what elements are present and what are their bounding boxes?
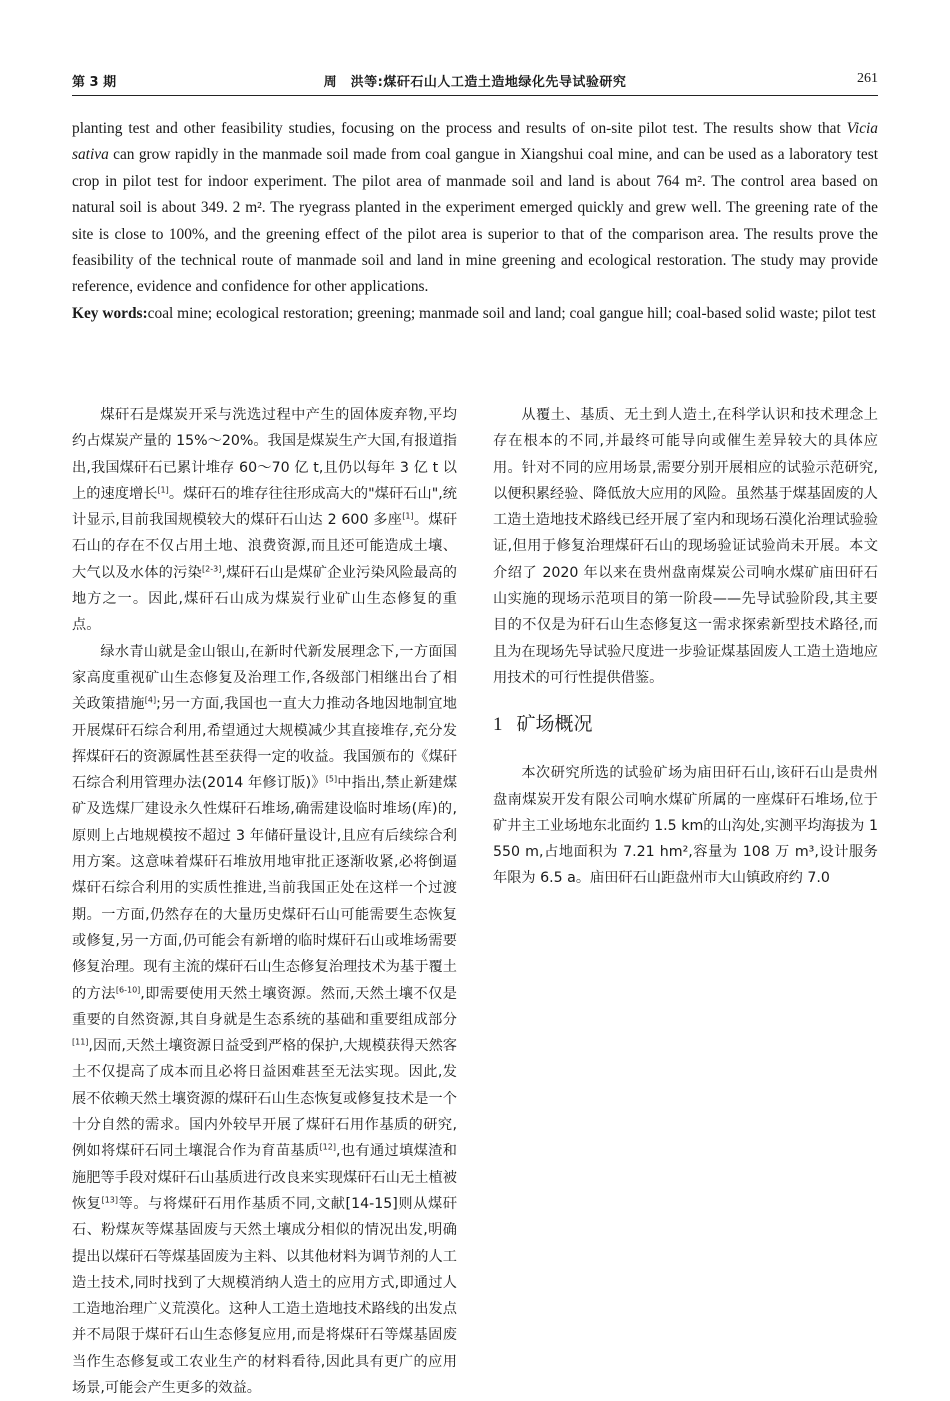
abstract-text — [72, 116, 878, 301]
citation: [6-10] — [115, 984, 141, 994]
citation: [12] — [319, 1142, 336, 1152]
citation: [1] — [402, 511, 414, 521]
intro-paragraph-3: 从覆土、基质、无土到人造土,在科学认识和技术理念上存在根本的不同,并最终可能导向或催生差异较大的具体应用。针对不同的应用场景,需要分别开展相应的试验示范研究,以便积累经验、降低放大应用的风险。虽然基于煤基固废的人工造土造地技术路线已经开展了室内和现场石漠化治理试验验证,但用于修复治理煤矸石山的现场验证试验尚未开展。本文介绍了 2020 年以来在贵州盘南煤炭公司响水煤矿庙田矸石山实施的现场示范项目的第一阶段——先导试验阶段,其主要目的不仅是为矸石山生态修复这一需求探索新型技术路径,而且为在现场先导试验尺度进一步验证煤基固废人工造土造地应用技术的可行性提供借鉴。 — [493, 407, 878, 686]
text: 煤矸石是煤炭开采与洗选过程中产生的固体废弃物,平均约占煤炭产量的 15%～20%。我国是煤炭生产大国,有报道指出,我国煤矸石已累计堆存 60～70 亿 t,且仍以每年 3 亿 t 以上的速度增长 — [72, 407, 457, 502]
intro-paragraph-1 — [72, 402, 457, 639]
intro-paragraph-2 — [72, 639, 457, 1401]
species-name: Vicia sativa — [72, 120, 878, 164]
page-number: 261 — [857, 71, 878, 86]
citation: [5] — [325, 774, 338, 784]
text: ;另一方面,我国也一直大力推动各地因地制宜地开展煤矸石综合利用,希望通过大规模减少其直接堆存,充分发挥煤矸石的资源属性甚至获得一定的收益。我国颁布的《煤矸石综合利用管理办法(2014 年修订版)》 — [72, 696, 457, 792]
citation: [4] — [144, 695, 157, 705]
citation: [13] — [101, 1195, 118, 1205]
citation: [1] — [157, 485, 169, 495]
text: 。煤矸石的堆存往往形成高大的"煤矸石山",统计显示,目前我国规模较大的煤矸石山达 2 600 多座 — [72, 485, 457, 529]
text: 。煤矸石山的存在不仅占用土地、浪费资源,而且还可能造成土壤、大气以及水体的污染 — [72, 512, 457, 581]
running-header — [72, 71, 878, 93]
text: ,因而,天然土壤资源日益受到严格的保护,大规模获得天然客土不仅提高了成本而且必将日益困难甚至无法实现。因此,发展不依赖天然土壤资源的煤矸石山生态恢复或修复技术是一个十分自然的需求。国内外较早开展了煤矸石用作基质的研究,例如将煤矸石同土壤混合作为育苗基质 — [72, 1038, 457, 1160]
header-rule — [72, 95, 878, 96]
text: ,即需要使用天然土壤资源。然而,天然土壤不仅是重要的自然资源,其自身就是生态系统的基础和重要组成部分 — [72, 985, 457, 1028]
keywords — [72, 301, 878, 327]
keywords-list: coal mine; ecological restoration; greening; manmade soil and land; coal gangue hill; coal-based solid waste; pilot test — [147, 304, 876, 322]
left-column — [72, 402, 457, 1401]
citation: [11] — [72, 1037, 89, 1047]
right-column — [493, 402, 878, 892]
issue-number: 第 3 期 — [72, 75, 117, 90]
citation: [2-3] — [202, 564, 222, 574]
text: ,煤矸石山是煤矿企业污染风险最高的地方之一。因此,煤矸石山成为煤炭行业矿山生态修复的重点。 — [72, 564, 457, 634]
keywords-label: Key words: — [72, 304, 148, 322]
abstract-part-2: can grow rapidly in the manmade soil made from coal gangue in Xiangshui coal mine, and can be used as a laboratory test crop in pilot test for indoor experiment. The pilot area of manmade soil and land is about 764 m². The control area based on natural soil is about 349. 2 m². The ryegrass planted in the experiment emerged quickly and grew well. The greening rate of the site is close to 100%, and the greening effect of the pilot area is superior to that of the comparison area. The results prove the feasibility of the technical route of manmade soil and land in mine greening and ecological restoration. The study may provide reference, evidence and confidence for other applications. — [72, 146, 878, 296]
section-title: 矿场概况 — [516, 713, 593, 736]
english-abstract — [72, 116, 878, 327]
section-1-paragraph: 本次研究所选的试验矿场为庙田矸石山,该矸石山是贵州盘南煤炭开发有限公司响水煤矿所属的一座煤矸石堆场,位于矿井主工业场地东北面约 1.5 km的山沟处,实测平均海拔为 1 550 m,占地面积为 7.21 hm²,容量为 108 万 m³,设计服务年限为 6.5 a。庙田矸石山距盘州市大山镇政府约 7.0 — [493, 765, 878, 887]
text: 等。与将煤矸石用作基质不同,文献[14-15]则从煤矸石、粉煤灰等煤基固废与天然土壤成分相似的情况出发,明确提出以煤矸石等煤基固废为主料、以其他材料为调节剂的人工造土技术,同时找到了大规模消纳人造土的应用方式,即通过人工造地治理广义荒漠化。这种人工造土造地技术路线的出发点并不局限于煤矸石山生态修复应用,而是将煤矸石等煤基固废当作生态修复或工农业生产的材料看待,因此具有更广的应用场景,可能会产生更多的效益。 — [72, 1195, 457, 1396]
section-heading — [493, 709, 878, 740]
text: ,也有通过填煤渣和施肥等手段对煤矸石山基质进行改良来实现煤矸石山无土植被恢复 — [72, 1143, 457, 1212]
section-number: 1 — [493, 714, 503, 736]
running-title: 周 洪等:煤矸石山人工造土造地绿化先导试验研究 — [323, 75, 627, 90]
abstract-part-1: planting test and other feasibility studies, focusing on the process and results of on-site pilot test. The results show that — [72, 120, 847, 137]
text: 中指出,禁止新建煤矿及选煤厂建设永久性煤矸石堆场,确需建设临时堆场(库)的,原则上占地规模按不超过 3 年储矸量设计,且应有后续综合利用方案。这意味着煤矸石堆放用地审批正逐渐收紧,必将倒逼煤矸石综合利用的实质性推进,当前我国正处在这样一个过渡期。一方面,仍然存在的大量历史煤矸石山可能需要生态恢复或修复,另一方面,仍可能会有新增的临时煤矸石山或堆场需要修复治理。现有主流的煤矸石山生态修复治理技术为基于覆土的方法 — [72, 775, 458, 1002]
text: 绿水青山就是金山银山,在新时代新发展理念下,一方面国家高度重视矿山生态修复及治理工作,各级部门相继出台了相关政策措施 — [72, 643, 457, 713]
